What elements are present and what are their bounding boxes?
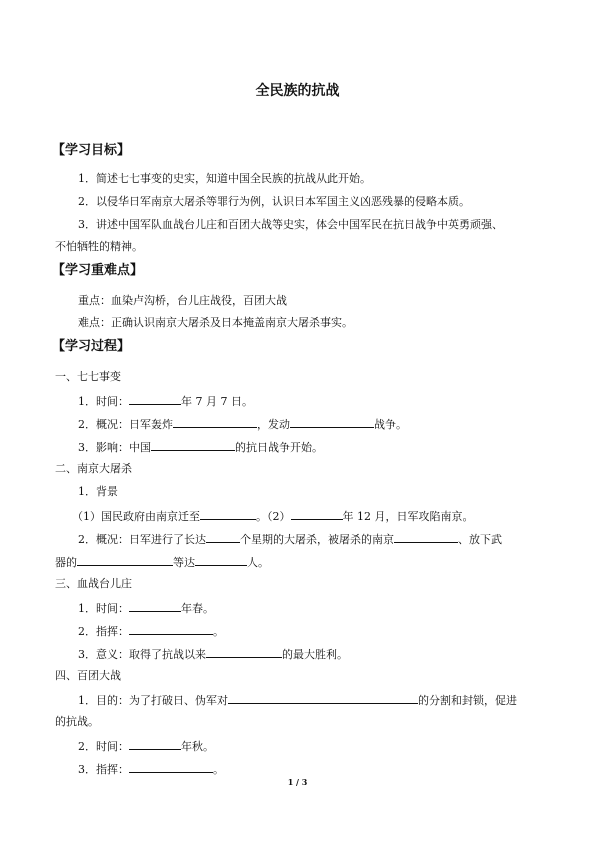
objective-2: 2．以侵华日军南京大屠杀等罪行为例，认识日本军国主义凶恶残暴的侵略本质。 <box>78 195 470 208</box>
blank-field[interactable] <box>394 531 458 543</box>
section-heading-process: 【学习过程】 <box>52 339 131 354</box>
line-text: 的分割和封锁，促进 <box>418 694 517 707</box>
page-number: 1 / 3 <box>287 777 308 787</box>
blank-field[interactable] <box>200 508 256 520</box>
line-text: ，发动 <box>257 418 290 431</box>
blank-field[interactable] <box>151 439 235 451</box>
line-text: 3．影响：中国 <box>78 441 151 454</box>
blank-field[interactable] <box>290 416 374 428</box>
line-text: 年 7 月 7 日。 <box>181 395 253 408</box>
objective-3: 3．讲述中国军队血战台儿庄和百团大战等史实，体会中国军民在抗日战争中英勇顽强、 <box>78 218 503 231</box>
fill-line <box>72 508 474 524</box>
line-text: 年春。 <box>181 602 214 615</box>
fill-line <box>78 531 502 547</box>
fill-line <box>55 554 269 570</box>
line-text: 个星期的大屠杀，被屠杀的南京 <box>240 533 394 546</box>
line-text: 年 12 月，日军攻陷南京。 <box>342 510 474 523</box>
fill-line <box>78 439 323 455</box>
section-heading-keypoints: 【学习重难点】 <box>52 263 144 278</box>
fill-line <box>78 738 214 754</box>
line-text: 战争。 <box>374 418 407 431</box>
objective-3-cont: 不怕牺牲的精神。 <box>55 240 143 253</box>
section-heading-objectives: 【学习目标】 <box>52 143 131 158</box>
blank-field[interactable] <box>291 508 343 520</box>
line-text: 2．时间： <box>78 740 129 753</box>
line-text: 1．目的：为了打破日、伪军对 <box>78 694 228 707</box>
blank-field[interactable] <box>129 393 181 405</box>
line-text: 2．概况：日军轰炸 <box>78 418 173 431</box>
blank-field[interactable] <box>129 623 213 635</box>
page-title: 全民族的抗战 <box>255 83 340 99</box>
subsection-title: 三、血战台儿庄 <box>55 577 132 590</box>
line-text: 3．指挥： <box>78 763 129 776</box>
line-text: 1．时间： <box>78 395 129 408</box>
blank-field[interactable] <box>129 600 181 612</box>
subsection-title: 四、百团大战 <box>55 669 121 682</box>
fill-line <box>78 623 224 639</box>
blank-field[interactable] <box>228 692 418 704</box>
fill-line <box>78 692 517 708</box>
line-text: 。 <box>213 763 224 776</box>
line-text: 2．概况：日军进行了长达 <box>78 533 206 546</box>
keypoint-difficulty: 难点：正确认识南京大屠杀及日本掩盖南京大屠杀事实。 <box>78 316 353 329</box>
line-text: （1）国民政府由南京迁至 <box>72 510 200 523</box>
line-text: 1．时间： <box>78 602 129 615</box>
blank-field[interactable] <box>195 554 247 566</box>
line-text: 等达 <box>173 556 195 569</box>
subsection-title: 二、南京大屠杀 <box>55 462 132 475</box>
fill-line <box>78 646 348 662</box>
line-text: 。（2） <box>256 510 291 523</box>
blank-field[interactable] <box>77 554 173 566</box>
blank-field[interactable] <box>129 738 181 750</box>
fill-line-cont: 的抗战。 <box>55 715 99 728</box>
fill-line <box>78 416 407 432</box>
line-text: 年秋。 <box>181 740 214 753</box>
blank-field[interactable] <box>206 531 240 543</box>
line-text: 2．指挥： <box>78 625 129 638</box>
background-label: 1．背景 <box>78 485 118 498</box>
fill-line <box>78 761 224 777</box>
blank-field[interactable] <box>129 761 213 773</box>
blank-field[interactable] <box>173 416 257 428</box>
line-text: 人。 <box>247 556 269 569</box>
objective-1: 1．简述七七事变的史实，知道中国全民族的抗战从此开始。 <box>78 172 371 185</box>
blank-field[interactable] <box>206 646 282 658</box>
fill-line <box>78 393 253 409</box>
line-text: 的最大胜利。 <box>282 648 348 661</box>
keypoint-focus: 重点：血染卢沟桥，台儿庄战役，百团大战 <box>78 294 287 307</box>
line-text: 器的 <box>55 556 77 569</box>
line-text: 3．意义：取得了抗战以来 <box>78 648 206 661</box>
line-text: 、放下武 <box>458 533 502 546</box>
subsection-title: 一、七七事变 <box>55 370 121 383</box>
line-text: 的抗日战争开始。 <box>235 441 323 454</box>
fill-line <box>78 600 214 616</box>
line-text: 。 <box>213 625 224 638</box>
